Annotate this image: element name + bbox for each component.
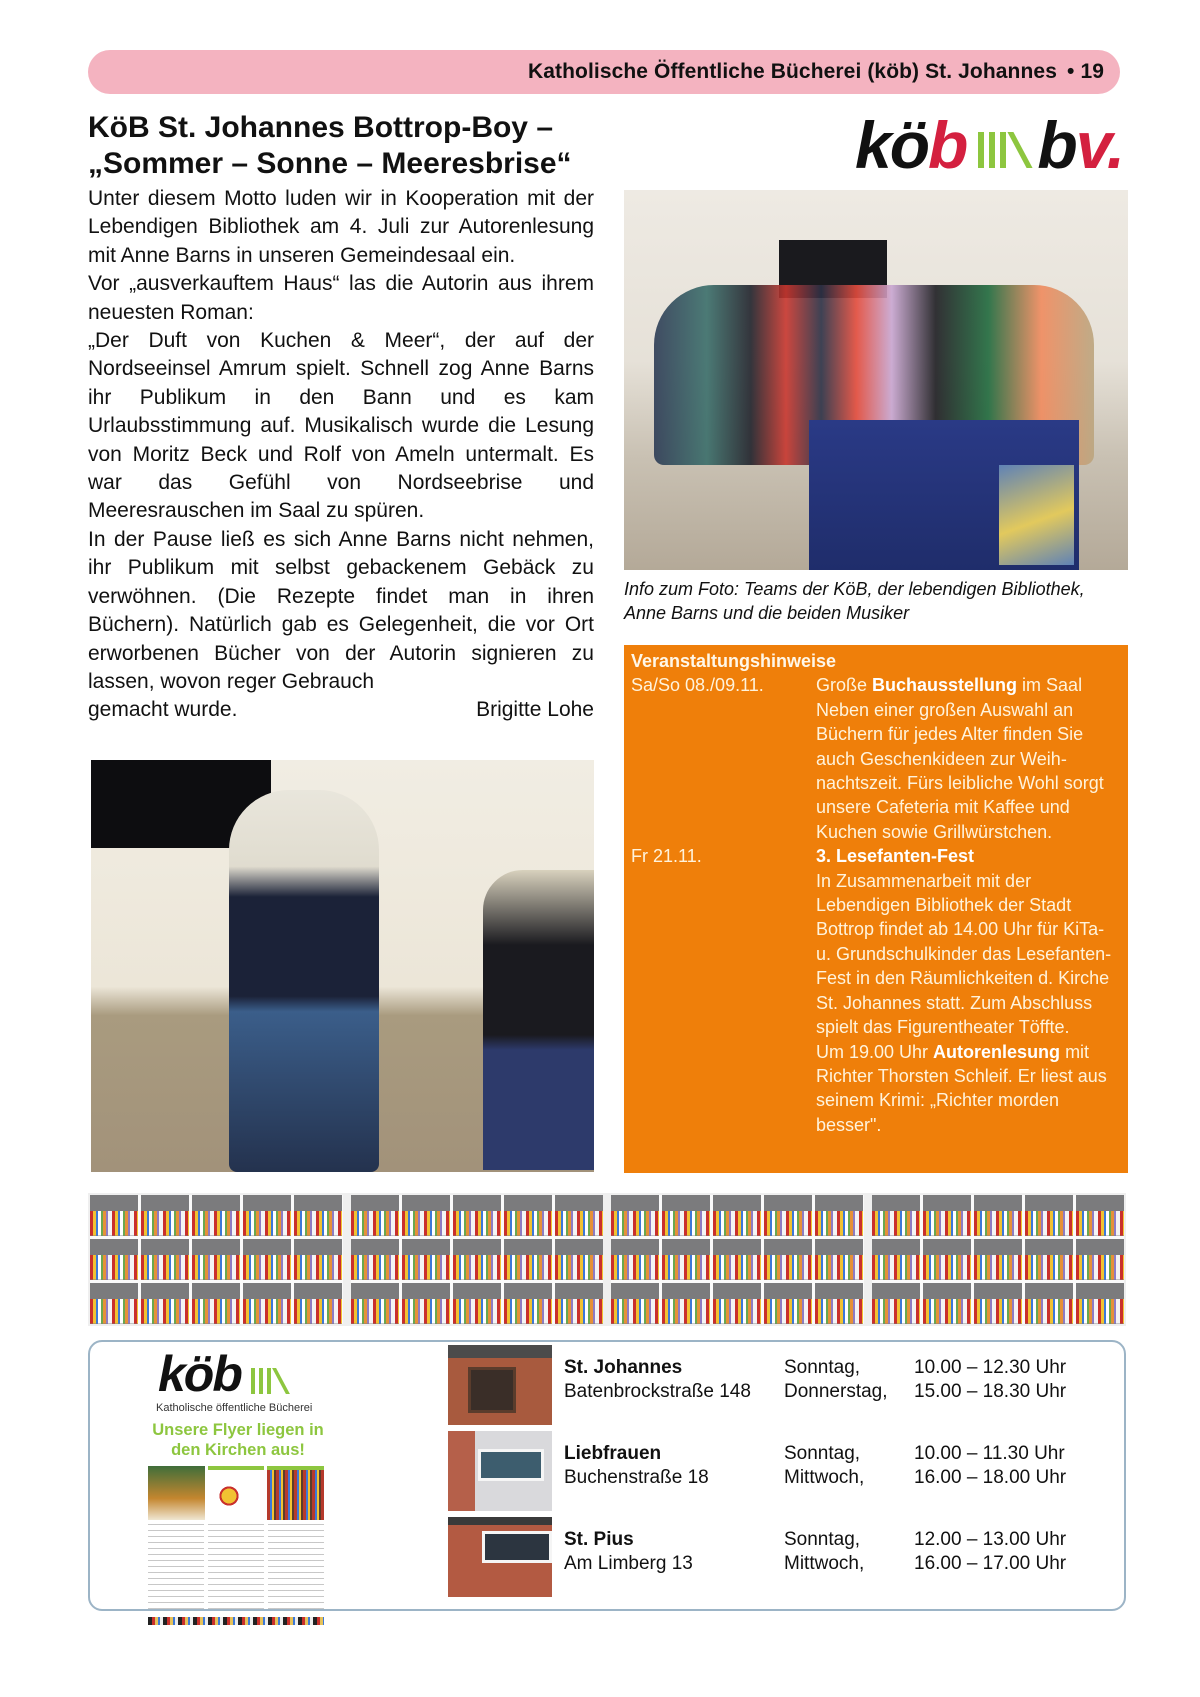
event-description (816, 844, 1120, 1137)
location-photo-st-johannes (448, 1345, 552, 1425)
location-row (564, 1442, 1104, 1490)
shelf-unit (872, 1195, 1125, 1324)
signature-line (88, 696, 594, 724)
event-text: Neben einer großen Auswahl an Büchern für jedes Alter finden Sie auch Geschenkideen zur Weihnachtszeit. Fürs leibliche Wohl sorgt unsere Cafeteria mit Kaffee und Kuchen sowie Grillwürstchen. (816, 699, 1104, 842)
paragraph: „Der Duft von Kuchen & Meer“, der auf der Nordseeinsel Amrum spielt. Schnell zog Anne Barns ihr Publikum in den Bann und es kam Urlaubsstimmung auf. Musikalisch wurde die Lesung von Moritz Beck und Rolf von Ameln untermalt. Es war das Gefühl von Nordseebrise und Meeresrauschen im Saal zu spüren. (88, 329, 594, 523)
bookshelf-banner (88, 1193, 1126, 1326)
section-title: Katholische Öffentliche Bücherei (köb) St. Johannes (527, 60, 1057, 83)
koeb-logo (148, 1348, 324, 1400)
logo-text-koe: kö (855, 108, 929, 182)
flyer-thumbnails (148, 1466, 324, 1520)
group-photo (624, 190, 1128, 570)
flyer-message: Unsere Flyer liegen in den Kirchen aus! (152, 1421, 324, 1459)
day: Mittwoch, (784, 1553, 865, 1574)
paragraph: In der Pause ließ es sich Anne Barns nicht nehmen, ihr Publikum mit selbst gebackenem Gebäck zu verwöhnen. (Die Rezepte findet man in ihren Büchern). Natürlich gab es Gelegenheit, die vor Ort erworbenen Bücher von der Autorin signieren zu lassen, wovon reger Gebrauch (88, 527, 594, 693)
event-bold: Buchausstellung (872, 675, 1018, 696)
events-box (624, 645, 1128, 1173)
event-item (631, 673, 1120, 844)
event-lead: Große (816, 675, 873, 696)
location-address: Batenbrockstraße 148 (564, 1381, 751, 1402)
day: Sonntag, (784, 1357, 861, 1378)
author-name: Brigitte Lohe (476, 698, 594, 722)
flyer-logo-text: köb (158, 1346, 241, 1402)
photo-caption: Info zum Foto: Teams der KöB, der lebendigen Bibliothek, Anne Barns und die beiden Musiker (624, 579, 1085, 623)
speaker-with-microphone (229, 790, 379, 1172)
logo-text-b2: b (1037, 108, 1076, 182)
seated-author (483, 870, 594, 1170)
flyer-text-columns (148, 1524, 324, 1614)
events-heading: Veranstaltungshinweise (631, 651, 837, 671)
event-extra-text: mit Richter Thorsten Schleif. Er liest aus seinem Krimi: „Richter morden besser". (816, 1041, 1107, 1135)
reading-photo (91, 760, 594, 1172)
location-photo-st-pius (448, 1517, 552, 1597)
day: Donnerstag, (784, 1381, 888, 1402)
shelf-unit (611, 1195, 864, 1324)
event-lead-tail: im Saal (1017, 675, 1083, 696)
mascot-image (208, 1466, 265, 1520)
time: 10.00 – 11.30 Uhr (914, 1443, 1065, 1464)
time: 12.00 – 13.00 Uhr (914, 1529, 1067, 1550)
day: Sonntag, (784, 1529, 861, 1550)
location-name: St. Pius (564, 1529, 634, 1550)
bookshelf-bars-icon (251, 1368, 283, 1394)
event-date: Sa/So 08./09.11. (631, 675, 764, 696)
title-line-1: KöB St. Johannes Bottrop-Boy – (88, 111, 554, 144)
event-date: Fr 21.11. (631, 846, 702, 867)
logo-text-v: v. (1075, 108, 1124, 182)
title-line-2: „Sommer – Sonne – Meeresbrise“ (88, 147, 572, 180)
event-title: 3. Lesefanten-Fest (816, 846, 975, 867)
day: Mittwoch, (784, 1467, 865, 1488)
paragraph: Unter diesem Motto luden wir in Kooperation mit der Lebendigen Bibliothek am 4. Juli zur Autorenlesung mit Anne Barns in unseren Gemeindesaal ein. (88, 187, 594, 267)
time: 15.00 – 18.30 Uhr (914, 1381, 1067, 1402)
location-address: Buchenstraße 18 (564, 1467, 709, 1488)
article-title (88, 110, 608, 182)
page-header (88, 50, 1120, 94)
shelf-unit (351, 1195, 604, 1324)
koeb-bv-logo (855, 108, 1127, 182)
shelf-unit (90, 1195, 343, 1324)
location-address: Am Limberg 13 (564, 1553, 693, 1574)
flyer-subtitle: Katholische öffentliche Bücherei (156, 1402, 313, 1414)
event-text: In Zusammenarbeit mit der Lebendigen Bibliothek der Stadt Bottrop findet ab 14.00 Uhr für KiTa- u. Grundschulkinder das Lesefanten-Fest in den Räumlichkeiten d. Kirche St. Johannes statt. Zum Abschluss spielt das Figurentheater Töffte. (816, 870, 1112, 1038)
flyer-book-strip (148, 1617, 324, 1625)
bookshelf-bars-icon (978, 132, 1023, 168)
location-row (564, 1356, 1104, 1404)
event-extra-lead: Um 19.00 Uhr (816, 1041, 934, 1062)
location-name: Liebfrauen (564, 1443, 662, 1464)
location-row (564, 1528, 1104, 1576)
event-description (816, 673, 1120, 844)
logo-text-b: b (928, 108, 967, 182)
event-item (631, 844, 1120, 1137)
opening-hours-box (88, 1340, 1126, 1611)
separator-dot: • (1066, 60, 1075, 83)
article-body (88, 185, 594, 725)
bookshelf-image (267, 1466, 324, 1520)
time: 16.00 – 18.00 Uhr (914, 1467, 1067, 1488)
page-number: 19 (1080, 60, 1104, 83)
flyer-ad (148, 1348, 324, 1606)
amrum-map (999, 465, 1074, 565)
location-name: St. Johannes (564, 1357, 683, 1378)
event-extra-bold: Autorenlesung (933, 1041, 1061, 1062)
guinea-pig-image (148, 1466, 205, 1520)
time: 10.00 – 12.30 Uhr (914, 1357, 1067, 1378)
day: Sonntag, (784, 1443, 861, 1464)
paragraph: Vor „ausverkauftem Haus“ las die Autorin aus ihrem neuesten Roman: (88, 272, 594, 324)
closing-text: gemacht wurde. (88, 698, 238, 722)
time: 16.00 – 17.00 Uhr (914, 1553, 1067, 1574)
location-photo-liebfrauen (448, 1431, 552, 1511)
